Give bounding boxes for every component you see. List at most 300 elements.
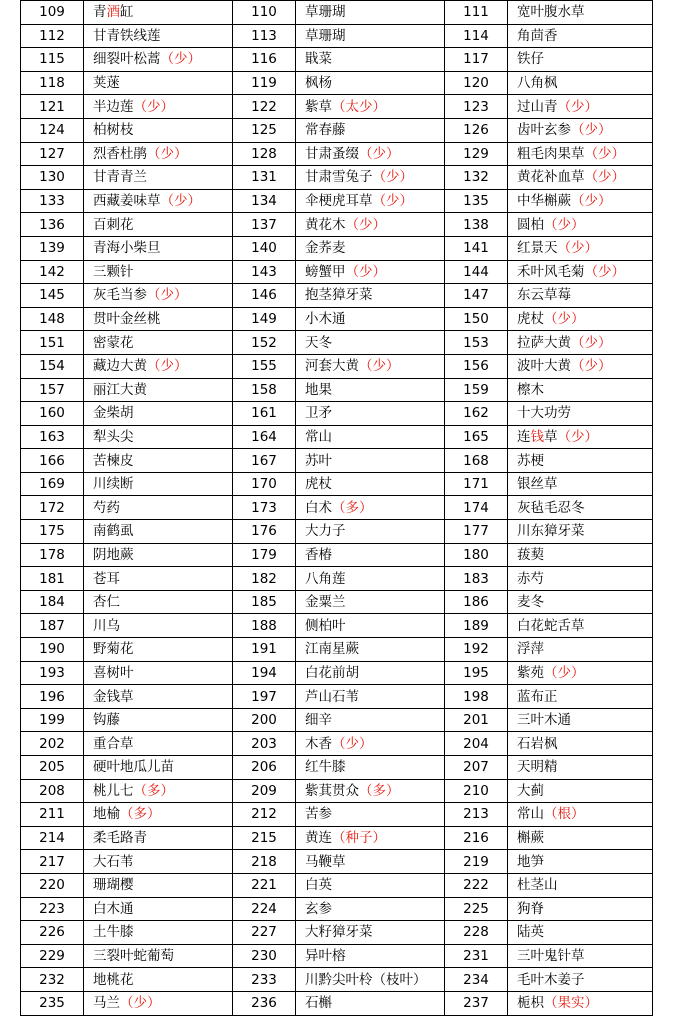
herb-name-text: 甘肃雪兔子 (305, 169, 373, 186)
herb-name-text: 八角莲 (305, 570, 346, 587)
herb-name-text: 烈香杜鹃 (93, 145, 147, 162)
herb-name-text: 芦山石苇 (305, 688, 359, 705)
table-row (21, 284, 653, 308)
herb-table (20, 0, 653, 1016)
table-row (21, 402, 653, 426)
table-row (21, 307, 653, 331)
item-number: 187 (21, 614, 84, 638)
herb-note: （少） (147, 358, 188, 375)
herb-name (508, 543, 653, 567)
table-row (21, 779, 653, 803)
item-number: 110 (233, 1, 296, 25)
table-row (21, 921, 653, 945)
herb-name-text: 栀枳 (517, 995, 544, 1012)
herb-name (508, 1, 653, 25)
item-number: 156 (445, 354, 508, 378)
item-number: 200 (233, 708, 296, 732)
herb-name-text: 麦冬 (517, 594, 544, 611)
item-number: 167 (233, 449, 296, 473)
item-number: 221 (233, 873, 296, 897)
herb-name (296, 236, 445, 260)
herb-name (508, 732, 653, 756)
herb-name (84, 968, 233, 992)
item-number: 182 (233, 567, 296, 591)
item-number: 231 (445, 944, 508, 968)
herb-note: （少） (345, 216, 386, 233)
herb-name-text: 齿叶玄参 (517, 122, 571, 139)
herb-name-text: 三颗针 (93, 263, 134, 280)
item-number: 149 (233, 307, 296, 331)
herb-name-text: 马鞭草 (305, 853, 346, 870)
table-row (21, 118, 653, 142)
item-number: 229 (21, 944, 84, 968)
item-number: 122 (233, 95, 296, 119)
item-number: 209 (233, 779, 296, 803)
herb-name (296, 496, 445, 520)
herb-name (84, 166, 233, 190)
herb-name (296, 166, 445, 190)
item-number: 236 (233, 991, 296, 1015)
herb-name-text: 珊瑚樱 (93, 877, 134, 894)
item-number: 155 (233, 354, 296, 378)
herb-name (508, 449, 653, 473)
item-number: 217 (21, 850, 84, 874)
item-number: 235 (21, 991, 84, 1015)
table-row (21, 166, 653, 190)
herb-name-text: 虎杖 (517, 311, 544, 328)
item-number: 124 (21, 118, 84, 142)
herb-name (296, 543, 445, 567)
item-number: 220 (21, 873, 84, 897)
herb-name-text: 石岩枫 (517, 735, 558, 752)
herb-name (296, 638, 445, 662)
herb-name-text: 螃蟹甲 (305, 263, 346, 280)
herb-name-text: 地榆 (93, 806, 120, 823)
herb-name-text: 连 (517, 428, 531, 445)
herb-name-text: 蓝布正 (517, 688, 558, 705)
item-number: 164 (233, 425, 296, 449)
item-number: 153 (445, 331, 508, 355)
herb-note: （少） (147, 145, 188, 162)
herb-name-text: 三裂叶蛇葡萄 (93, 948, 174, 965)
herb-name-text: 杏仁 (93, 594, 120, 611)
herb-name (508, 826, 653, 850)
herb-name-text: 木香 (305, 735, 332, 752)
item-number: 109 (21, 1, 84, 25)
item-number: 233 (233, 968, 296, 992)
herb-name (84, 354, 233, 378)
item-number: 230 (233, 944, 296, 968)
table-row (21, 213, 653, 237)
herb-name-text: 野菊花 (93, 641, 134, 658)
herb-name-text: 宽叶腹水草 (517, 4, 585, 21)
herb-name-text: 大蓟 (517, 782, 544, 799)
item-number: 125 (233, 118, 296, 142)
herb-name (84, 921, 233, 945)
table-row (21, 567, 653, 591)
herb-name (508, 661, 653, 685)
table-row (21, 236, 653, 260)
herb-note: （少） (544, 216, 585, 233)
herb-name (296, 354, 445, 378)
item-number: 159 (445, 378, 508, 402)
herb-name (508, 142, 653, 166)
herb-name (84, 425, 233, 449)
herb-name (508, 756, 653, 780)
herb-name-text: 硬叶地瓜儿苗 (93, 759, 174, 776)
herb-note: （少） (332, 735, 373, 752)
item-number: 163 (21, 425, 84, 449)
herb-name (508, 944, 653, 968)
item-number: 174 (445, 496, 508, 520)
item-number: 115 (21, 48, 84, 72)
item-number: 206 (233, 756, 296, 780)
item-number: 179 (233, 543, 296, 567)
herb-name (84, 803, 233, 827)
herb-name-text: 地笋 (517, 853, 544, 870)
herb-name (508, 803, 653, 827)
item-number: 199 (21, 708, 84, 732)
herb-name (508, 897, 653, 921)
herb-name (296, 48, 445, 72)
herb-name (84, 378, 233, 402)
herb-name-text: 紫萁贯众 (305, 782, 359, 799)
item-number: 146 (233, 284, 296, 308)
herb-name-text: 桃儿七 (93, 782, 134, 799)
item-number: 160 (21, 402, 84, 426)
item-number: 202 (21, 732, 84, 756)
table-row (21, 354, 653, 378)
herb-name (84, 638, 233, 662)
item-number: 137 (233, 213, 296, 237)
herb-note: （少） (557, 98, 598, 115)
item-number: 128 (233, 142, 296, 166)
herb-name (296, 95, 445, 119)
herb-name-text: 白花蛇舌草 (517, 617, 585, 634)
herb-name (508, 991, 653, 1015)
herb-name-text: 江南星蕨 (305, 641, 359, 658)
item-number: 123 (445, 95, 508, 119)
table-row (21, 850, 653, 874)
table-row (21, 24, 653, 48)
table-row (21, 685, 653, 709)
herb-name-text: 芍药 (93, 499, 120, 516)
table-row (21, 944, 653, 968)
herb-name (84, 260, 233, 284)
table-row (21, 95, 653, 119)
item-number: 132 (445, 166, 508, 190)
herb-name (84, 402, 233, 426)
herb-note: 钱 (530, 428, 544, 445)
table-row (21, 638, 653, 662)
herb-name-text: 大石苇 (93, 853, 134, 870)
herb-name (508, 425, 653, 449)
herb-name-text: 西藏姜味草 (93, 193, 161, 210)
herb-name (508, 236, 653, 260)
item-number: 129 (445, 142, 508, 166)
item-number: 176 (233, 520, 296, 544)
herb-name-text: 东云草莓 (517, 287, 571, 304)
herb-note: （太少） (332, 98, 386, 115)
item-number: 135 (445, 189, 508, 213)
herb-name-text: 槲蕨 (517, 830, 544, 847)
herb-name (508, 48, 653, 72)
herb-name (84, 520, 233, 544)
table-row (21, 142, 653, 166)
item-number: 222 (445, 873, 508, 897)
herb-name-text: 金荞麦 (305, 240, 346, 257)
herb-name-text: 抱茎獐牙菜 (305, 287, 373, 304)
herb-note: （少） (544, 311, 585, 328)
item-number: 131 (233, 166, 296, 190)
herb-name-text: 拉萨大黄 (517, 334, 571, 351)
item-number: 208 (21, 779, 84, 803)
table-row (21, 1, 653, 25)
item-number: 201 (445, 708, 508, 732)
item-number: 157 (21, 378, 84, 402)
item-number: 215 (233, 826, 296, 850)
herb-note: （果实） (544, 995, 598, 1012)
herb-name-text: 青 (93, 4, 107, 21)
herb-name (296, 213, 445, 237)
herb-name (508, 472, 653, 496)
item-number: 151 (21, 331, 84, 355)
herb-name-text: 天明精 (517, 759, 558, 776)
herb-name-text: 苦参 (305, 806, 332, 823)
herb-note: （少） (557, 428, 598, 445)
herb-name-text: 半边莲 (93, 98, 134, 115)
herb-name (296, 968, 445, 992)
herb-name-text: 甘肃蚤缀 (305, 145, 359, 162)
herb-name-text: 禾叶风毛菊 (517, 263, 585, 280)
item-number: 175 (21, 520, 84, 544)
herb-name-text: 苏叶 (305, 452, 332, 469)
herb-name (296, 331, 445, 355)
item-number: 192 (445, 638, 508, 662)
herb-name-text: 南鹤虱 (93, 523, 134, 540)
herb-name (296, 1, 445, 25)
herb-name (84, 71, 233, 95)
herb-note: （多） (332, 499, 373, 516)
table-row (21, 803, 653, 827)
item-number: 190 (21, 638, 84, 662)
herb-note: （少） (571, 122, 612, 139)
herb-name (508, 685, 653, 709)
herb-name (508, 567, 653, 591)
item-number: 193 (21, 661, 84, 685)
table-row (21, 260, 653, 284)
herb-name (296, 756, 445, 780)
table-row (21, 425, 653, 449)
table-row (21, 543, 653, 567)
herb-name-text: 川黔尖叶柃（枝叶） (305, 971, 427, 988)
item-number: 232 (21, 968, 84, 992)
herb-name-text: 密蒙花 (93, 334, 134, 351)
herb-name-text: 角茴香 (517, 27, 558, 44)
herb-note: （少） (147, 287, 188, 304)
herb-name-text: 伞梗虎耳草 (305, 193, 373, 210)
herb-name (296, 118, 445, 142)
herb-note: （少） (133, 98, 174, 115)
herb-note: （少） (571, 358, 612, 375)
item-number: 226 (21, 921, 84, 945)
herb-note: （多） (359, 782, 400, 799)
herb-name-text: 银丝草 (517, 476, 558, 493)
herb-name-text: 赤芍 (517, 570, 544, 587)
herb-name-text: 百刺花 (93, 216, 134, 233)
herb-name-text: 苏梗 (517, 452, 544, 469)
item-number: 195 (445, 661, 508, 685)
herb-name (84, 284, 233, 308)
herb-note: （少） (345, 263, 386, 280)
herb-name (84, 472, 233, 496)
herb-name (508, 354, 653, 378)
item-number: 134 (233, 189, 296, 213)
herb-name-text: 白术 (305, 499, 332, 516)
table-row (21, 732, 653, 756)
item-number: 196 (21, 685, 84, 709)
herb-name-text: 细辛 (305, 712, 332, 729)
item-number: 114 (445, 24, 508, 48)
herb-name (508, 850, 653, 874)
herb-name (84, 944, 233, 968)
item-number: 172 (21, 496, 84, 520)
herb-name-text: 白木通 (93, 900, 134, 917)
herb-note: （少） (584, 169, 625, 186)
item-number: 138 (445, 213, 508, 237)
herb-name-text: 香椿 (305, 546, 332, 563)
herb-name-text: 紫草 (305, 98, 332, 115)
herb-name-text: 青海小柴旦 (93, 240, 161, 257)
herb-name-text: 藏边大黄 (93, 358, 147, 375)
item-number: 207 (445, 756, 508, 780)
herb-name (296, 685, 445, 709)
item-number: 185 (233, 590, 296, 614)
herb-name (296, 944, 445, 968)
item-number: 116 (233, 48, 296, 72)
herb-note: （少） (359, 358, 400, 375)
herb-name (296, 284, 445, 308)
item-number: 130 (21, 166, 84, 190)
herb-name-text: 常山 (517, 806, 544, 823)
herb-name-text: 川续断 (93, 476, 134, 493)
table-row (21, 520, 653, 544)
herb-name-text: 金钱草 (93, 688, 134, 705)
item-number: 147 (445, 284, 508, 308)
item-number: 183 (445, 567, 508, 591)
herb-name-text: 甘青青兰 (93, 169, 147, 186)
herb-name-text: 地桃花 (93, 971, 134, 988)
herb-name (84, 24, 233, 48)
herb-name (296, 425, 445, 449)
herb-name (84, 991, 233, 1015)
herb-name (84, 685, 233, 709)
herb-name-text: 常春藤 (305, 122, 346, 139)
herb-name-text: 黄花木 (305, 216, 346, 233)
herb-name-text: 杜茎山 (517, 877, 558, 894)
herb-name-text: 大力子 (305, 523, 346, 540)
herb-note: （少） (160, 193, 201, 210)
herb-name-text: 河套大黄 (305, 358, 359, 375)
item-number: 121 (21, 95, 84, 119)
herb-note: （少） (584, 263, 625, 280)
herb-name (508, 307, 653, 331)
herb-name (84, 897, 233, 921)
herb-name-text: 黄花补血草 (517, 169, 585, 186)
herb-name (296, 873, 445, 897)
herb-name-text: 川东獐牙菜 (517, 523, 585, 540)
herb-name-text: 缸 (120, 4, 134, 21)
herb-name (508, 331, 653, 355)
herb-name-text: 十大功劳 (517, 405, 571, 422)
herb-name-text: 三叶鬼针草 (517, 948, 585, 965)
herb-table-body (21, 1, 653, 1016)
item-number: 139 (21, 236, 84, 260)
item-number: 223 (21, 897, 84, 921)
item-number: 173 (233, 496, 296, 520)
herb-name-text: 苦楝皮 (93, 452, 134, 469)
herb-name (296, 378, 445, 402)
herb-name (84, 331, 233, 355)
item-number: 214 (21, 826, 84, 850)
herb-name-text: 贯叶金丝桃 (93, 311, 161, 328)
herb-name (296, 449, 445, 473)
herb-name-text: 常山 (305, 428, 332, 445)
herb-name (84, 590, 233, 614)
table-row (21, 590, 653, 614)
item-number: 216 (445, 826, 508, 850)
item-number: 234 (445, 968, 508, 992)
item-number: 198 (445, 685, 508, 709)
herb-name (84, 732, 233, 756)
item-number: 133 (21, 189, 84, 213)
item-number: 169 (21, 472, 84, 496)
item-number: 210 (445, 779, 508, 803)
item-number: 197 (233, 685, 296, 709)
herb-note: （少） (120, 995, 161, 1012)
item-number: 181 (21, 567, 84, 591)
herb-name (296, 520, 445, 544)
herb-name (296, 708, 445, 732)
herb-name-text: 菝葜 (517, 546, 544, 563)
herb-note: （多） (120, 806, 161, 823)
herb-name (508, 71, 653, 95)
herb-note: （多） (133, 782, 174, 799)
item-number: 225 (445, 897, 508, 921)
herb-name-text: 狗脊 (517, 900, 544, 917)
herb-name (508, 213, 653, 237)
herb-note: （少） (571, 334, 612, 351)
herb-name (296, 614, 445, 638)
herb-name (84, 213, 233, 237)
herb-name-text: 紫苑 (517, 664, 544, 681)
herb-name (84, 236, 233, 260)
herb-name-text: 天冬 (305, 334, 332, 351)
item-number: 168 (445, 449, 508, 473)
herb-note: （少） (372, 193, 413, 210)
herb-name-text: 阴地蕨 (93, 546, 134, 563)
herb-name-text: 金粟兰 (305, 594, 346, 611)
table-row (21, 614, 653, 638)
herb-name-text: 柏树枝 (93, 122, 134, 139)
item-number: 227 (233, 921, 296, 945)
herb-name-text: 粗毛肉果草 (517, 145, 585, 162)
herb-name (508, 708, 653, 732)
herb-name-text: 波叶大黄 (517, 358, 571, 375)
item-number: 165 (445, 425, 508, 449)
herb-name-text: 重合草 (93, 735, 134, 752)
herb-name (296, 189, 445, 213)
